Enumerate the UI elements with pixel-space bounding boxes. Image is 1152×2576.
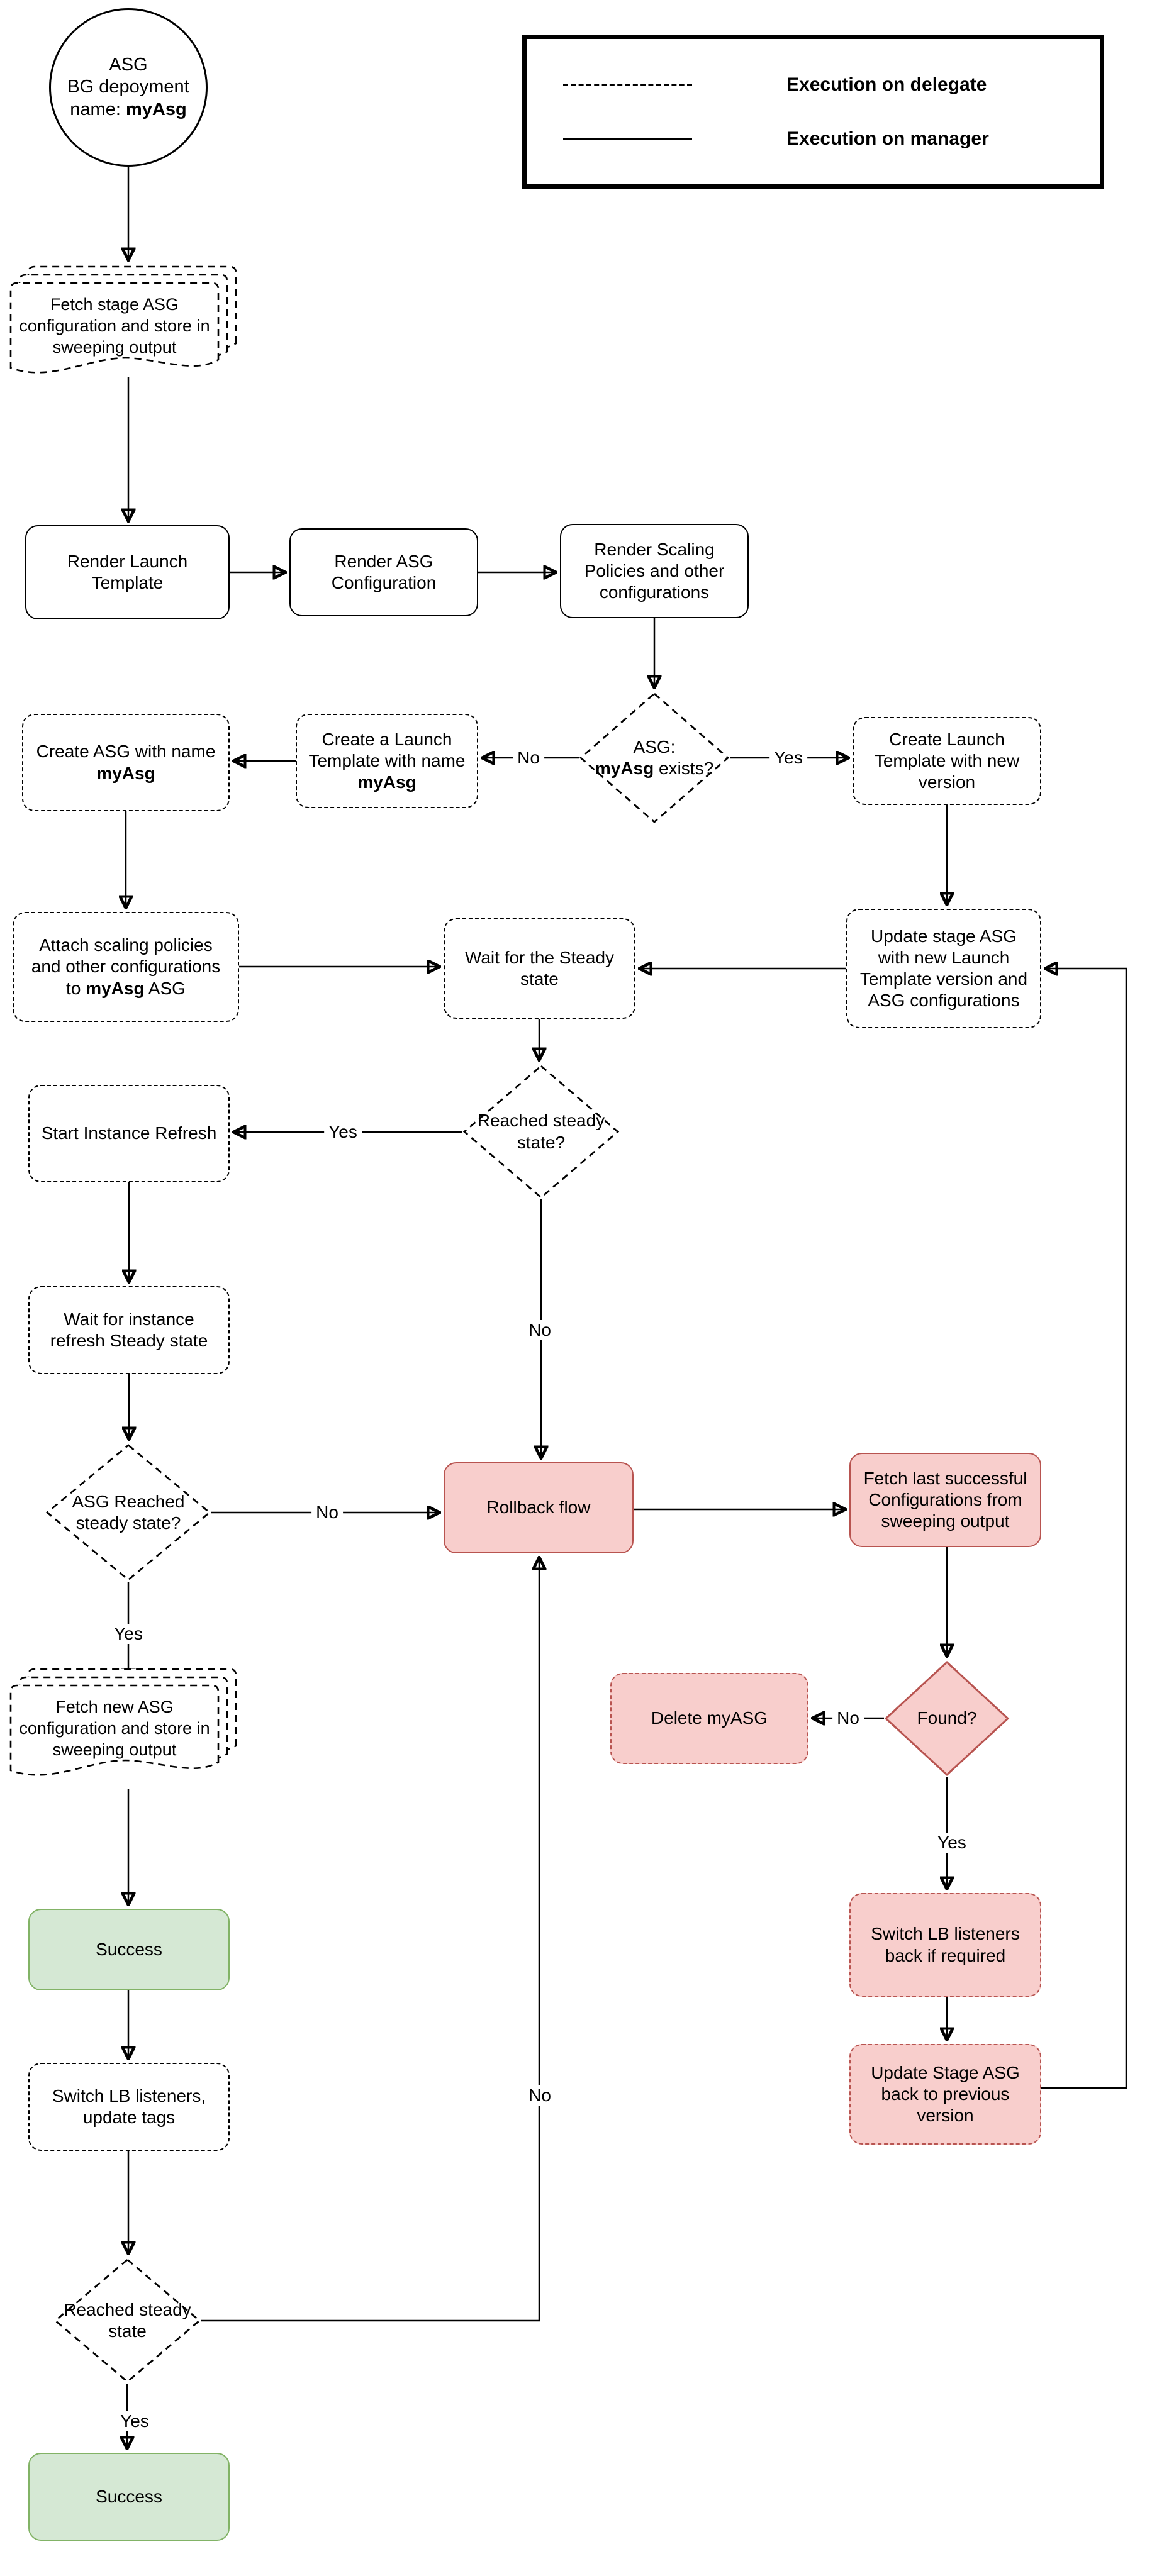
node-label: Found? [917,1708,977,1728]
node-rollback-flow [444,1462,634,1553]
edge-label-asg-exists-no: No [513,748,544,768]
node-create-launch-template-named [296,714,478,808]
node-label: ASG BG depoyment name: myAsg [67,54,189,119]
node-label: Wait for the Steady state [464,947,615,989]
node-fetch-last-successful [849,1453,1041,1547]
node-update-stage-back [849,2044,1041,2145]
node-label: Update stage ASG with new Launch Template version and ASG configurations [859,926,1028,1011]
node-attach-scaling-policies [13,912,239,1022]
node-label: Render Launch Template [67,551,188,592]
node-label: Update Stage ASG back to previous version [871,2062,1020,2126]
edge-label-found-yes: Yes [933,1833,971,1853]
node-label: Create ASG with name myAsg [36,741,216,783]
node-render-asg-configuration [289,528,478,616]
legend-row-manager [563,128,1063,150]
decision-asg-exists [579,692,730,824]
edge-reached-bottom-no [201,1558,539,2321]
edge-label-bottom-no: No [524,2085,556,2106]
node-label: Render Scaling Policies and other configurations [584,539,725,602]
edge-label-found-no: No [832,1708,864,1728]
node-label: Reached steady state? [477,1111,605,1152]
node-fetch-stage-config [9,264,245,387]
node-update-stage-asg [846,909,1041,1028]
node-switch-lb-back [849,1893,1041,1997]
node-switch-lb-listeners [28,2063,230,2151]
decision-asg-reached-steady [45,1443,211,1582]
node-label: Success [96,2486,162,2506]
legend-row-delegate [563,74,1063,96]
edge-label-reached-steady-yes: Yes [324,1122,362,1142]
node-label: Fetch stage ASG configuration and store in sweeping output [19,295,210,357]
node-success-end [28,2453,230,2541]
node-label: Success [96,1939,162,1959]
node-label: ASG Reached steady state? [72,1491,185,1533]
decision-found [884,1660,1010,1777]
node-label: Fetch new ASG configuration and store in sweeping output [19,1697,210,1759]
node-label: Wait for instance refresh Steady state [50,1309,208,1350]
node-delete-myasg [610,1673,808,1764]
decision-reached-steady-bottom [53,2258,201,2384]
legend [522,35,1104,189]
node-label: Reached steady state [64,2299,191,2341]
legend-delegate-label: Execution on delegate [786,74,987,95]
node-success-mid [28,1909,230,1990]
node-create-launch-template-new [853,717,1041,805]
node-label: Attach scaling policies and other configurations to myAsg ASG [31,935,221,998]
node-label: Switch LB listeners back if required [871,1924,1020,1965]
node-start-instance-refresh [28,1085,230,1182]
decision-reached-steady-state [462,1064,620,1199]
legend-dashed-line-sample [563,84,692,86]
node-label: Create a Launch Template with name myAsg [308,729,466,792]
node-wait-steady-state [444,918,635,1019]
edge-label-asg-reached-yes: Yes [109,1624,147,1644]
node-label: Create Launch Template with new version [874,729,1020,792]
edge-label-asg-reached-no: No [311,1502,343,1523]
node-label: Fetch last successful Configurations from sweeping output [863,1468,1027,1531]
legend-manager-label: Execution on manager [786,128,989,149]
node-label: Switch LB listeners, update tags [52,2085,206,2127]
edge-label-bottom-yes: Yes [116,2411,154,2431]
edge-label-reached-steady-no: No [524,1320,556,1340]
node-label: Delete myASG [651,1708,768,1728]
legend-solid-line-sample [563,138,692,140]
node-label: Rollback flow [486,1497,591,1518]
start-node [49,8,208,167]
node-render-scaling-policies [560,524,749,618]
edge-update-back-feedback [1041,969,1126,2088]
node-fetch-new-config [9,1667,245,1789]
node-label: ASG: myAsg exists? [595,736,714,778]
node-label: Render ASG Configuration [331,551,437,592]
node-render-launch-template [25,525,230,619]
node-wait-instance-refresh [28,1286,230,1374]
node-label: Start Instance Refresh [41,1123,217,1143]
edge-label-asg-exists-yes: Yes [769,748,807,768]
node-create-asg [22,714,230,811]
